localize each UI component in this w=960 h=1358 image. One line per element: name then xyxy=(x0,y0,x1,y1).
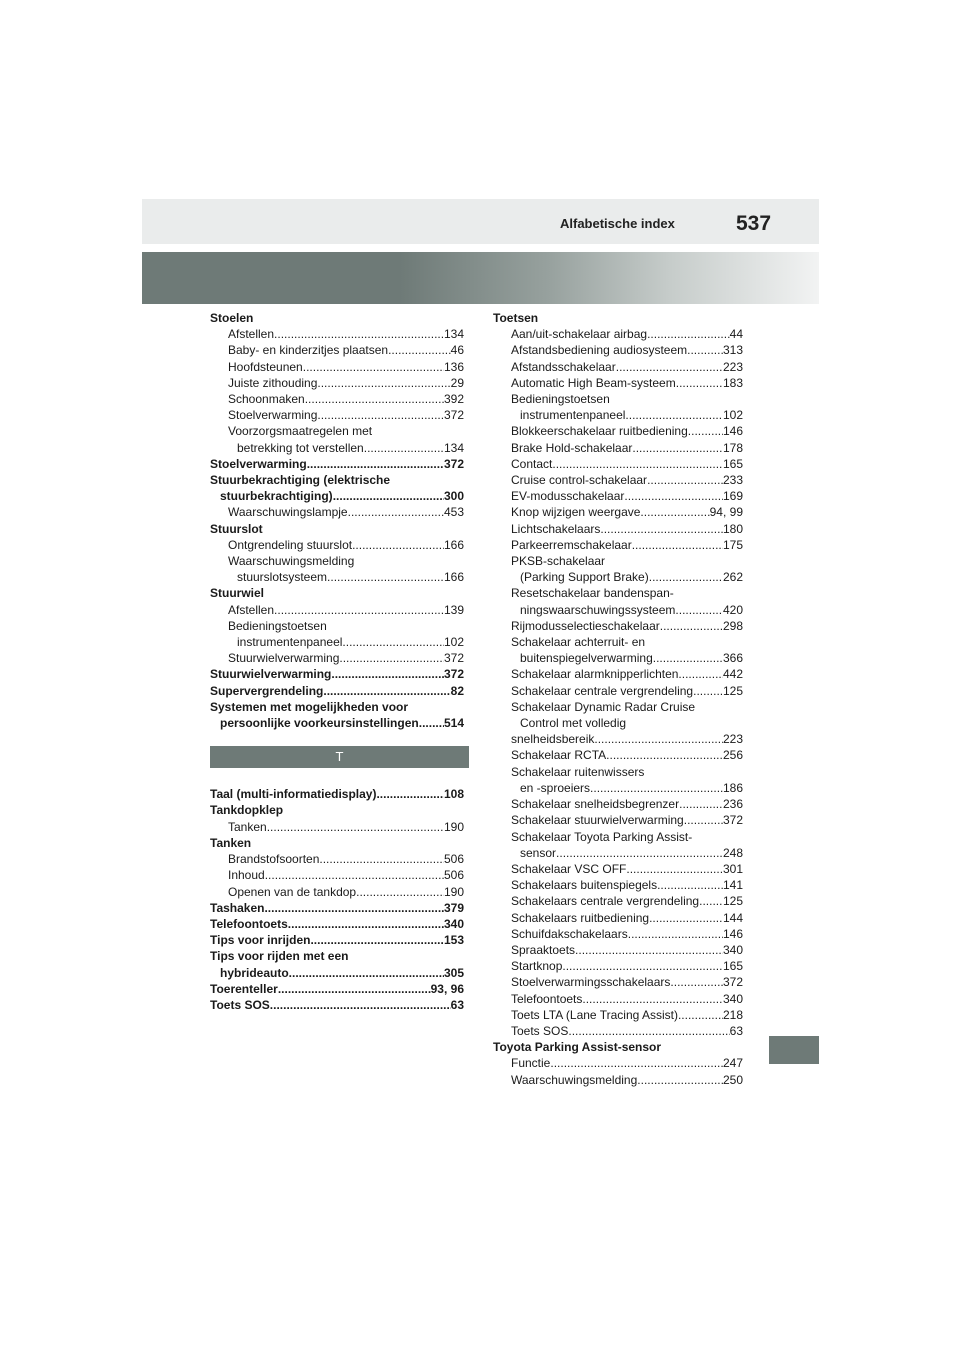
index-entry: Blokkeerschakelaar ruitbediening ..... 146 xyxy=(493,423,743,439)
index-entry: Afstandsbediening audiosysteem ..... 313 xyxy=(493,342,743,358)
index-heading: Tankdopklep xyxy=(210,803,284,818)
decorative-band xyxy=(142,252,819,304)
index-entry-line: Schakelaar Toyota Parking Assist- xyxy=(511,829,693,844)
index-entry: Toets SOS ..... 63 xyxy=(210,997,464,1013)
index-entry: Waarschuwingslampje ..... 453 xyxy=(210,504,464,520)
index-entry: ningswaarschuwingssysteem ..... 420 xyxy=(493,602,743,618)
index-entry: instrumentenpaneel ..... 102 xyxy=(210,634,464,650)
index-entry: Schoonmaken ..... 392 xyxy=(210,391,464,407)
index-entry: Supervergrendeling ..... 82 xyxy=(210,683,464,699)
index-entry: Openen van de tankdop ..... 190 xyxy=(210,884,464,900)
index-entry: Rijmodusselectieschakelaar ..... 298 xyxy=(493,618,743,634)
index-entry: Functie ..... 247 xyxy=(493,1055,743,1071)
index-entry: Afstandsschakelaar ..... 223 xyxy=(493,359,743,375)
letter-section-header: T xyxy=(210,746,469,768)
index-entry: Tips voor inrijden ..... 153 xyxy=(210,932,464,948)
index-entry: Schuifdakschakelaars ..... 146 xyxy=(493,926,743,942)
index-column-right xyxy=(493,310,743,1088)
index-entry: Schakelaars buitenspiegels ..... 141 xyxy=(493,877,743,893)
index-entry-line: Schakelaar Dynamic Radar Cruise xyxy=(511,699,696,714)
index-entry: Baby- en kinderzitjes plaatsen ..... 46 xyxy=(210,342,464,358)
index-entry: Startknop ..... 165 xyxy=(493,958,743,974)
index-heading: Tanken xyxy=(210,835,252,850)
index-entry-line: Bedieningstoetsen xyxy=(228,618,327,633)
chapter-tab xyxy=(769,1036,819,1064)
index-entry: Schakelaar VSC OFF ..... 301 xyxy=(493,861,743,877)
index-heading: Systemen met mogelijkheden voor xyxy=(210,699,409,714)
index-entry: Schakelaars ruitbediening ..... 144 xyxy=(493,910,743,926)
index-entry: Stoelverwarming ..... 372 xyxy=(210,407,464,423)
index-entry: Lichtschakelaars ..... 180 xyxy=(493,521,743,537)
index-entry: Telefoontoets ..... 340 xyxy=(493,991,743,1007)
section-title: Alfabetische index xyxy=(560,216,675,231)
index-entry-line: Schakelaar ruitenwissers xyxy=(511,764,645,779)
index-entry-line: Waarschuwingsmelding xyxy=(228,554,355,569)
index-entry-line: PKSB-schakelaar xyxy=(511,554,606,569)
index-entry: Inhoud ..... 506 xyxy=(210,867,464,883)
index-entry: Hoofdsteunen ..... 136 xyxy=(210,359,464,375)
index-entry: instrumentenpaneel ..... 102 xyxy=(493,407,743,423)
index-entry: Brake Hold-schakelaar ..... 178 xyxy=(493,440,743,456)
index-entry-line: Schakelaar achterruit- en xyxy=(511,635,646,650)
index-entry: Toerenteller ..... 93, 96 xyxy=(210,981,464,997)
index-entry: Tashaken ..... 379 xyxy=(210,900,464,916)
index-heading: Stoelen xyxy=(210,311,254,325)
index-entry: hybrideauto ..... 305 xyxy=(210,965,464,981)
index-entry: Stoelverwarmingsschakelaars ..... 372 xyxy=(493,974,743,990)
index-entry: persoonlijke voorkeursinstellingen ..... 514 xyxy=(210,715,464,731)
index-entry: Taal (multi-informatiedisplay) ..... 108 xyxy=(210,786,464,802)
index-entry: Schakelaar centrale vergrendeling ..... 125 xyxy=(493,683,743,699)
index-entry: Schakelaar snelheidsbegrenzer ..... 236 xyxy=(493,796,743,812)
index-entry: Telefoontoets ..... 340 xyxy=(210,916,464,932)
index-entry: buitenspiegelverwarming ..... 366 xyxy=(493,650,743,666)
index-entry: Afstellen ..... 139 xyxy=(210,602,464,618)
index-entry: stuurbekrachtiging) ..... 300 xyxy=(210,488,464,504)
index-entry: stuurslotsysteem ..... 166 xyxy=(210,569,464,585)
index-entry: Brandstofsoorten ..... 506 xyxy=(210,851,464,867)
index-entry: Stuurwielverwarming ..... 372 xyxy=(210,650,464,666)
index-entry: Toets LTA (Lane Tracing Assist) ..... 218 xyxy=(493,1007,743,1023)
index-entry: Juiste zithouding ..... 29 xyxy=(210,375,464,391)
index-entry: Parkeerremschakelaar ..... 175 xyxy=(493,537,743,553)
index-entry-line: Control met volledig xyxy=(520,716,627,731)
index-entry: snelheidsbereik ..... 223 xyxy=(493,731,743,747)
header-bar xyxy=(142,199,819,244)
index-entry: Waarschuwingsmelding ..... 250 xyxy=(493,1072,743,1088)
index-entry: Knop wijzigen weergave ..... 94, 99 xyxy=(493,504,743,520)
index-entry: Contact ..... 165 xyxy=(493,456,743,472)
index-heading: Stuurslot xyxy=(210,521,263,536)
index-entry: betrekking tot verstellen ..... 134 xyxy=(210,440,464,456)
index-entry: Toets SOS ..... 63 xyxy=(493,1023,743,1039)
index-entry: sensor ..... 248 xyxy=(493,845,743,861)
index-entry: (Parking Support Brake) ..... 262 xyxy=(493,569,743,585)
index-entry-line: Resetschakelaar bandenspan- xyxy=(511,586,674,601)
index-entry: Stoelverwarming ..... 372 xyxy=(210,456,464,472)
index-entry: Automatic High Beam-systeem ..... 183 xyxy=(493,375,743,391)
index-entry: Schakelaar RCTA ..... 256 xyxy=(493,747,743,763)
index-entry: Schakelaar stuurwielverwarming ..... 372 xyxy=(493,812,743,828)
index-heading: Tips voor rijden met een xyxy=(210,949,349,964)
index-entry: Schakelaar alarmknipperlichten ..... 442 xyxy=(493,666,743,682)
index-entry: Ontgrendeling stuurslot ..... 166 xyxy=(210,537,464,553)
index-heading: Stuurbekrachtiging (elektrische xyxy=(210,473,391,488)
index-heading: Toetsen xyxy=(493,311,539,325)
index-entry: Tanken ..... 190 xyxy=(210,819,464,835)
index-entry: Cruise control-schakelaar ..... 233 xyxy=(493,472,743,488)
index-entry: Spraaktoets ..... 340 xyxy=(493,942,743,958)
index-entry-line: Voorzorgsmaatregelen met xyxy=(228,424,373,439)
index-entry: Aan/uit-schakelaar airbag ..... 44 xyxy=(493,326,743,342)
index-entry: Afstellen ..... 134 xyxy=(210,326,464,342)
index-heading: Toyota Parking Assist-sensor xyxy=(493,1040,662,1055)
page-number: 537 xyxy=(736,212,772,235)
index-entry-line: Bedieningstoetsen xyxy=(511,392,610,407)
index-entry: en -sproeiers ..... 186 xyxy=(493,780,743,796)
index-column-left xyxy=(210,310,464,1013)
index-entry: Stuurwielverwarming ..... 372 xyxy=(210,666,464,682)
index-entry: EV-modusschakelaar ..... 169 xyxy=(493,488,743,504)
index-heading: Stuurwiel xyxy=(210,586,265,601)
index-entry: Schakelaars centrale vergrendeling ..... 125 xyxy=(493,893,743,909)
